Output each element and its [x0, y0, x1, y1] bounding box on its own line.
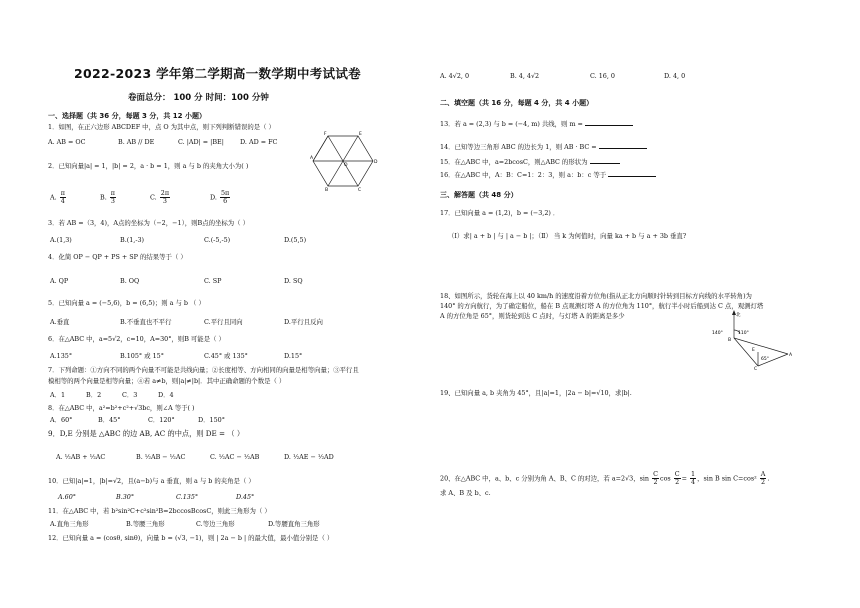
q1-option-d: D. AD = FC [240, 138, 278, 146]
hex-label-a: A [310, 156, 314, 161]
q3-option-b: B.(1,-3) [120, 236, 145, 244]
q2-option-c: C. $\frac{2\pi}{3}$ [150, 189, 170, 205]
q3-option-a: A.(1,3) [50, 236, 72, 244]
hex-label-o: O [344, 163, 348, 168]
q5-option-c: C.平行且同向 [204, 318, 243, 326]
q4-option-d: D. SQ [284, 277, 303, 285]
ship-label-140: 140° [712, 331, 723, 336]
q1-stem: 1．如图，在正六边形 ABCDEF 中，点 O 为其中点，则下列判断错误的是（ ） [48, 123, 275, 131]
q1-option-c: C. |AD| = |BE| [178, 138, 224, 146]
q6-option-d: D.15° [284, 352, 303, 360]
q8-stem: 8．在△ABC 中，a²=b²+c²+√3bc，则∠A 等于( ) [48, 404, 195, 412]
q7-option-a: A．1 [50, 391, 66, 399]
q7-option-c: C．3 [122, 391, 138, 399]
section-1-heading: 一、选择题（共 36 分，每题 3 分，共 12 小题） [48, 112, 206, 120]
q14-answer-blank[interactable] [599, 142, 647, 149]
q2-stem: 2．已知向量|a| = 1，|b| = 2，a · b = 1，则 a 与 b 的夹角大小为( ) [48, 162, 249, 170]
ship-label-north: 北 [736, 313, 741, 318]
q9-option-b: B. ½AB − ½AC [136, 453, 186, 461]
q6-stem: 6．在△ABC 中，a=5√2，c=10，A=30°，则B 可能是（ ） [48, 335, 225, 343]
q12-option-b: B. 4, 4√2 [510, 72, 540, 80]
q6-option-b: B.105° 或 15° [120, 352, 164, 360]
q5-option-b: B.不垂直也不平行 [120, 318, 172, 326]
section-3-heading: 三、解答题（共 48 分） [440, 191, 518, 199]
q8-option-c: C．120° [148, 416, 175, 424]
q18-line-1: 18、如图所示，货轮在海上以 40 km/h 的速度沿着方位角(指从正北方向顺时针转到目标方向线的水平转角)为 [440, 292, 752, 300]
hex-label-c: C [358, 188, 362, 192]
q4-option-c: C. SP [204, 277, 222, 285]
q7-option-d: D．4 [158, 391, 174, 399]
q2-option-d: D. $\frac{5\pi}{6}$ [210, 189, 230, 205]
q18-line-2: 140° 的方向航行，为了确定船位，船在 B 点观测灯塔 A 的方位角为 110°，航行半小时后船到达 C 点，观测灯塔 [440, 302, 764, 310]
q16: 16．在△ABC 中，A：B：C=1：2：3，则 a：b：c 等于 [440, 170, 656, 179]
hex-label-e: E [359, 132, 362, 137]
q10-option-b: B.30° [116, 493, 135, 501]
q15-answer-blank[interactable] [590, 157, 620, 164]
q20-line-2: 求 A、B 及 b、c. [440, 489, 491, 497]
q10-option-d: D.45° [236, 493, 255, 501]
q4-stem: 4．化简 OP − QP + PS + SP 的结果等于（ ） [48, 253, 187, 261]
q1-option-a: A. AB = OC [48, 138, 86, 146]
q5-option-d: D.平行且反向 [284, 318, 323, 326]
ship-label-65: 65° [761, 357, 769, 362]
q11-option-b: B.等腰三角形 [126, 520, 165, 528]
exam-title: 2022-2023 学年第二学期高一数学期中考试试卷 [74, 66, 361, 81]
hex-label-b: B [325, 188, 329, 192]
q5-option-a: A.垂直 [50, 318, 70, 326]
q7-stem-line2: 模相等的两个向量是相等向量；④若 a≠b，则|a|≠|b|．其中正确命题的个数是（ ） [48, 377, 286, 385]
ship-bearing-figure [708, 308, 798, 370]
q6-option-c: C.45° 或 135° [204, 352, 248, 360]
q7-option-b: B．2 [86, 391, 102, 399]
q8-option-a: A．60° [50, 416, 73, 424]
q15: 15．在△ABC 中，a=2bcosC，则△ABC 的形状为 [440, 157, 620, 166]
q4-option-a: A. QP [50, 277, 69, 285]
q10-stem: 10．已知|a|=1，|b|=√2，且(a−b)与 a 垂直，则 a 与 b 的夹角是（ ） [48, 477, 255, 485]
q6-option-a: A.135° [50, 352, 73, 360]
q19-stem: 19、已知向量 a, b 夹角为 45°，且|a|=1，|2a − b|=√10，求|b|. [440, 389, 632, 397]
score-time-line: 卷面总分： 100 分 时间：100 分钟 [128, 93, 269, 103]
q13-answer-blank[interactable] [585, 119, 633, 126]
q1-option-b: B. AB // DE [118, 138, 155, 146]
q17-parts: （Ⅰ）求| a + b | 与 | a − b |；（Ⅱ） 当 k 为何值时，向量 ka + b 与 a + 3b 垂直? [448, 232, 687, 240]
q11-stem: 11．在△ABC 中，若 b²sin²C+c²sin²B=2bccosBcosC，则此三角形为（ ） [48, 507, 271, 515]
q3-option-d: D.(5,5) [284, 236, 307, 244]
q2-option-b: B. $\frac{\pi}{3}$ [100, 189, 115, 205]
q11-option-c: C.等边三角形 [196, 520, 235, 528]
q12-option-c: C. 16, 0 [590, 72, 615, 80]
q8-option-b: B．45° [98, 416, 121, 424]
hex-label-d: D [374, 160, 378, 165]
q12-option-d: D. 4, 0 [664, 72, 686, 80]
q16-answer-blank[interactable] [608, 170, 656, 177]
q13: 13．若 a = (2,3) 与 b = (−4, m) 共线，则 m = [440, 119, 633, 128]
ship-label-e: E [752, 348, 755, 353]
q14: 14．已知等边三角形 ABC 的边长为 1，则 AB · BC = [440, 142, 647, 151]
hexagon-figure [310, 130, 380, 192]
ship-label-c: C [754, 367, 758, 370]
q11-option-d: D.等腰直角三角形 [268, 520, 320, 528]
section-2-heading: 二、填空题（共 16 分，每题 4 分，共 4 小题） [440, 99, 594, 107]
q7-stem: 7．下列命题：①方向不同的两个向量不可能是共线向量；②长度相等、方向相同的向量是相等向量；③平行且 [48, 366, 359, 374]
hex-label-f: F [324, 132, 327, 137]
q17-stem: 17．已知向量 a = (1,2)，b = (−3,2) ． [440, 209, 560, 217]
q9-stem: 9．D,E 分别是 △ABC 的边 AB, AC 的中点，则 DE = （ ） [48, 429, 245, 438]
q2-option-a: A. $\frac{\pi}{4}$ [50, 189, 65, 205]
q11-option-a: A.直角三角形 [50, 520, 89, 528]
q8-option-d: D．150° [198, 416, 225, 424]
q9-option-d: D. ½AE − ½AD [284, 453, 334, 461]
q3-stem: 3．若 AB =（3，4)，A点的坐标为（−2，−1），则B点的坐标为（ ） [48, 219, 249, 227]
q12-stem: 12．已知向量 a = (cosθ, sinθ)，向量 b = (√3, −1)，则 | 2a − b | 的最大值，最小值分别是（ ） [48, 534, 334, 542]
q10-option-a: A.60° [58, 493, 76, 501]
q9-option-c: C. ½AC − ½AB [210, 453, 260, 461]
q9-option-a: A. ½AB + ½AC [56, 453, 106, 461]
q12-option-a: A. 4√2, 0 [440, 72, 470, 80]
q18-line-3: A 的方位角是 65°，则货轮到达 C 点时，与灯塔 A 的距离是多少 [440, 312, 625, 320]
q4-option-b: B. OQ [120, 277, 140, 285]
q10-option-c: C.135° [176, 493, 199, 501]
q5-stem: 5．已知向量 a = (−5,6)，b = (6,5)；则 a 与 b （ ） [48, 299, 205, 307]
ship-label-b: B [728, 338, 732, 343]
q20-line-1: 20、在△ABC 中，a、b、c 分别为角 A、B、C 的对边，若 a=2√3，sin $\frac{C}{2}$ cos $\frac{C}{2}$ = $\frac{1}{4}$ ，sin B sin C=cos² $\frac{A}{2}$ . [440, 470, 770, 486]
q3-option-c: C.(-5,-5) [204, 236, 231, 244]
ship-label-a: A [789, 353, 793, 358]
ship-label-110: 110° [738, 331, 749, 336]
